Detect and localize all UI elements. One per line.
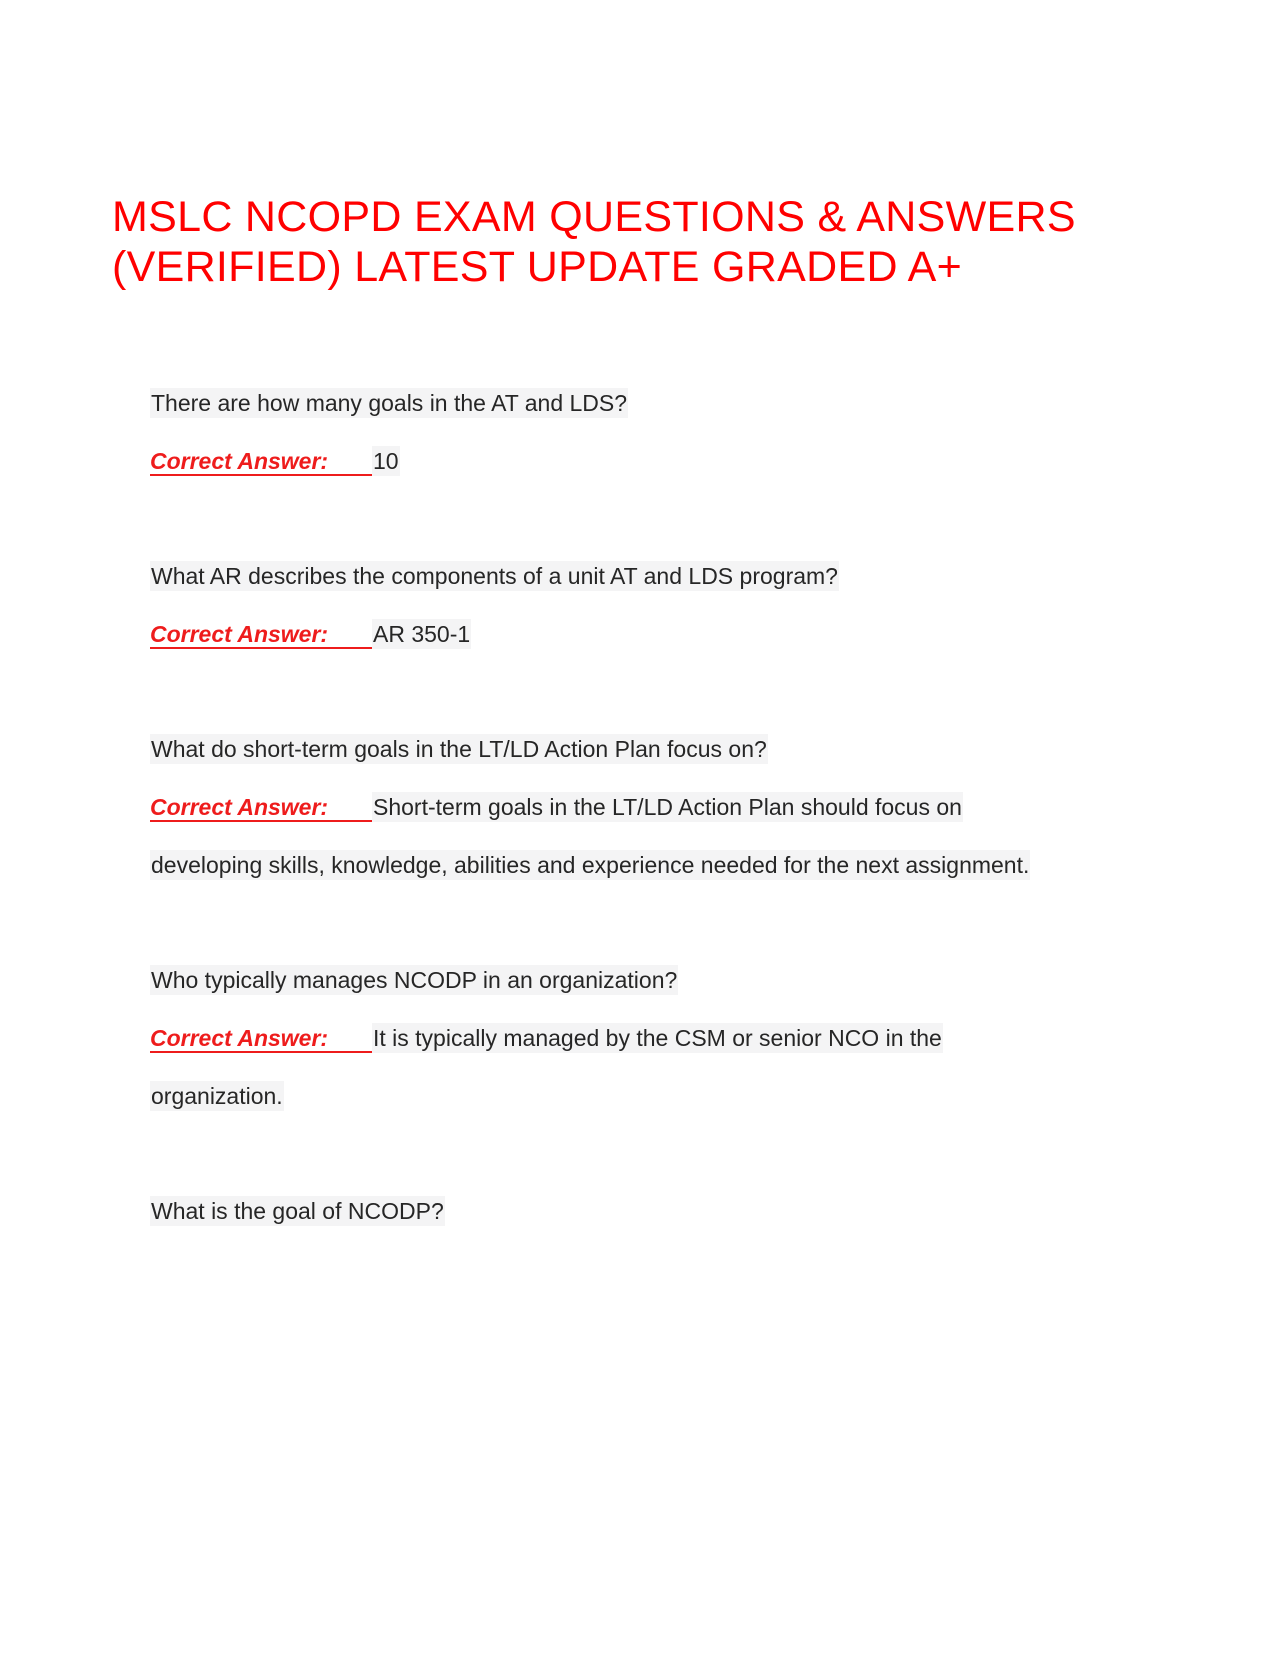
answer-continuation-line — [150, 836, 1150, 894]
title-line-1: MSLC NCOPD EXAM QUESTIONS & ANSWERS — [112, 193, 1076, 241]
answer-text: It is typically managed by the CSM or senior NCO in the — [373, 1025, 942, 1051]
answer-continuation-line — [150, 1067, 1150, 1125]
qa-item-2 — [150, 547, 1150, 663]
qa-item-3 — [150, 720, 1150, 894]
qa-item-5 — [150, 1182, 1150, 1240]
question-line — [150, 1182, 1150, 1240]
correct-answer-label: Correct Answer: — [150, 448, 372, 476]
qa-item-4 — [150, 951, 1150, 1125]
question-text: Who typically manages NCODP in an organization? — [151, 967, 678, 993]
question-line — [150, 374, 1150, 432]
answer-line — [150, 1009, 1150, 1067]
correct-answer-label: Correct Answer: — [150, 621, 372, 649]
qa-item-1 — [150, 374, 1150, 490]
question-text: What do short-term goals in the LT/LD Action Plan focus on? — [151, 736, 767, 762]
question-text: What AR describes the components of a unit AT and LDS program? — [151, 563, 838, 589]
title-line-2: (VERIFIED) LATEST UPDATE GRADED A+ — [112, 243, 963, 291]
correct-answer-label: Correct Answer: — [150, 794, 372, 822]
answer-line — [150, 432, 1150, 490]
answer-text: 10 — [373, 448, 399, 474]
answer-line — [150, 605, 1150, 663]
answer-line — [150, 778, 1150, 836]
answer-text: Short-term goals in the LT/LD Action Plan should focus on — [373, 794, 962, 820]
answer-text: AR 350-1 — [373, 621, 471, 647]
question-text: There are how many goals in the AT and LDS? — [151, 390, 628, 416]
answer-text-continued: organization. — [151, 1083, 283, 1109]
correct-answer-label: Correct Answer: — [150, 1025, 372, 1053]
answer-text-continued: developing skills, knowledge, abilities and experience needed for the next assignment. — [151, 852, 1030, 878]
question-text: What is the goal of NCODP? — [151, 1198, 444, 1224]
question-line — [150, 720, 1150, 778]
document-title — [112, 192, 1212, 292]
question-line — [150, 547, 1150, 605]
question-line — [150, 951, 1150, 1009]
